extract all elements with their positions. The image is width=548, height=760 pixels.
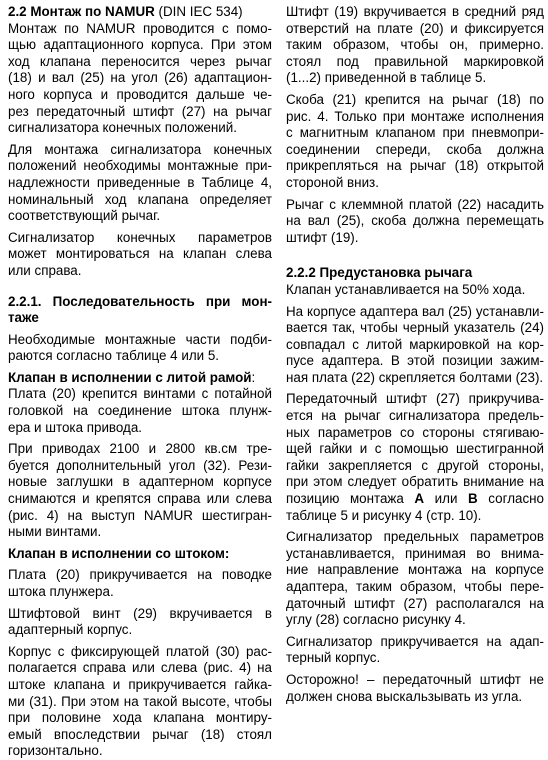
text-line: совпадал с литой маркировкой на кор- (286, 336, 544, 352)
text-line: таже (8, 310, 39, 326)
inline-text: : (251, 369, 256, 385)
text-line (8, 370, 272, 387)
text-line: Плата (20) крепится винтами с потайной (8, 386, 272, 402)
text-line: ние направление монтажа на корпусе (286, 562, 544, 578)
text-line: гайки закрепляется с другой стороны, (286, 457, 544, 473)
text-line: Для монтажа сигнализатора конечных (8, 141, 272, 157)
text-line: ера и штока привода. (8, 419, 143, 435)
paragraph-housing-plate (8, 644, 272, 760)
text-line: штоке клапана и прикручивается гайка- (8, 676, 272, 692)
inline-text: позицию монтажа (286, 491, 415, 507)
bold-text: Клапан в исполнении с литой рамой (8, 369, 252, 385)
text-line: даточный штифт (27) располагался на (286, 595, 544, 611)
text-line: с магнитным клапаном при пневмопри- (286, 125, 544, 141)
text-line: 2.2.1. Последовательность при мон- (8, 293, 272, 309)
text-line: Плата (20) прикручивается на поводке (8, 567, 272, 583)
paragraph-transfer-pin (286, 391, 544, 524)
text-line: рез передаточный штифт (27) на рычаг (8, 103, 272, 119)
text-line: пусе адаптера. В этой позиции зажим- (286, 353, 544, 369)
text-line: таким образом, чтобы он, примерно. (286, 37, 544, 53)
text-line: щей гайки и с помощью шестигранной (286, 441, 544, 457)
text-line: (рис. 4) на выступ NAMUR шестигран- (8, 507, 272, 523)
text-line: штифт (19). (286, 229, 359, 245)
paragraph-limit-signaler (286, 529, 544, 629)
text-line: Корпус с фиксирующей платой (30) рас- (8, 643, 272, 659)
text-line: раются согласно таблице 4 или 5. (8, 348, 219, 364)
text-line: рис. 4. Только при монтаже исполнения (286, 108, 544, 124)
text-line: таблице 5 и рисунку 4 (стр. 10). (286, 507, 482, 523)
text-line: должен снова выскальзывать из угла. (286, 688, 523, 704)
text-line: Сигнализатор предельных параметров (286, 529, 544, 545)
paragraph-spacer (286, 246, 544, 260)
paragraph-caution (286, 672, 544, 705)
text-line: или справа. (8, 262, 82, 278)
paragraph-bracket (286, 92, 544, 192)
text-line: Скоба (21) крепится на рычаг (18) по (286, 91, 544, 107)
text-line: емый впоследствии рычаг (18) стоял (8, 726, 272, 742)
text-line: стороной вниз. (286, 174, 379, 190)
bold-text: A (414, 491, 425, 507)
text-line: Сигнализатор прикручивается на адап- (286, 633, 544, 649)
section-2-2-2-heading (286, 265, 544, 282)
text-line: Клапан в исполнении со штоком: (8, 545, 230, 561)
text-line: стоял под правильной маркировкой (286, 53, 544, 69)
cast-frame-heading (8, 370, 272, 387)
section-2-2-heading (8, 4, 272, 21)
text-line: ного корпуса и проводится дальше че- (8, 86, 272, 102)
text-line: При приводах 2100 и 2800 кв.см тре- (8, 441, 272, 457)
text-line: Сигнализатор конечных параметров (8, 229, 272, 245)
paragraph-screw-to-housing (286, 634, 544, 667)
text-line: номинальный ход клапана определяет (8, 191, 272, 207)
text-line: Монтаж по NAMUR проводится с помо- (8, 20, 272, 36)
paragraph-plate-plunger (8, 567, 272, 600)
text-line: Передаточный штифт (27) прикручива- (286, 391, 544, 407)
text-line: Штифт (19) вкручивается в средний ряд (286, 4, 544, 19)
paragraph-plate-screws (8, 386, 272, 436)
inline-text: или (424, 491, 469, 507)
text-line: Рычаг с клеммной платой (22) насадить (286, 196, 544, 212)
right-column (286, 4, 544, 705)
text-line: ход клапана переносится через рычаг (8, 53, 272, 69)
text-line: горизонтально. (8, 743, 103, 759)
text-line: На корпусе адаптера вал (25) устанавли- (286, 303, 544, 319)
text-line: устанавливается, принимая во внима- (286, 545, 544, 561)
text-line: Клапан устанавливается на 50% хода. (286, 281, 526, 297)
text-line: Штифтовой винт (29) вкручивается в (8, 605, 272, 621)
text-line: вается так, чтобы черный указатель (24) (286, 320, 544, 336)
inline-text: (DIN IEC 534) (154, 4, 243, 19)
text-line: адаптерный корпус. (8, 622, 133, 638)
text-line: полагается справа или слева (рис. 4) на (8, 660, 272, 676)
text-line: Необходимые монтажные части подби- (8, 331, 272, 347)
section-2-2-1-heading (8, 294, 272, 327)
left-column (8, 4, 272, 760)
paragraph-lever-clamp (286, 197, 544, 247)
paragraph-required-parts (8, 332, 272, 365)
text-line: может монтироваться на клапан слева (8, 246, 272, 262)
paragraph-actuators (8, 441, 272, 541)
paragraph-shaft-pointer (286, 304, 544, 387)
text-line: ется на рычаг сигнализатора предель- (286, 408, 544, 424)
paragraph-namur-intro (8, 21, 272, 137)
text-line: терный корпус. (286, 650, 381, 666)
inline-text: согласно (477, 491, 544, 507)
paragraph-pin-19 (286, 4, 544, 87)
rod-version-heading (8, 546, 272, 563)
text-line: соответствующий рычаг. (8, 208, 161, 224)
text-line: сигнализатора конечных положений. (8, 120, 237, 136)
text-line: ных параметров со стороны стягиваю- (286, 424, 544, 440)
paragraph-pin-screw (8, 606, 272, 639)
text-line: снимаются и крепятся справа или слева (8, 491, 272, 507)
text-line: головкой на соединение штока плунж- (8, 403, 272, 419)
text-line: на вал (25), скоба должна перемещать (286, 213, 544, 229)
paragraph-spacer (8, 280, 272, 294)
text-line: щью адаптационного корпуса. При этом (8, 37, 272, 53)
text-line: надлежности приведенные в Таблице 4, (8, 174, 272, 190)
text-line: новые заглушки в адаптерном корпусе (8, 474, 272, 490)
text-line (8, 4, 272, 21)
text-line: ными винтами. (8, 524, 102, 540)
text-line: при половине хода клапана монтиру- (8, 710, 272, 726)
text-line: углу (28) согласно рисунку 4. (286, 612, 466, 628)
text-line: при этом следует обратить внимание на (286, 474, 544, 490)
text-line: буется дополнительный угол (32). Рези- (8, 457, 272, 473)
paragraph-half-stroke (286, 282, 544, 299)
text-line: прикрепляться на рычаг (18) открытой (286, 158, 544, 174)
text-line: отверстий на плате (20) и фиксируется (286, 20, 544, 36)
text-line: ми (31). При этом на такой высоте, чтобы (8, 693, 272, 709)
paragraph-mount-side (8, 230, 272, 280)
text-line: соединении спереди, скоба должна (286, 141, 544, 157)
text-line: Осторожно! – передаточный штифт не (286, 671, 544, 687)
text-line: штока плунжера. (8, 584, 114, 599)
text-line: (18) и вал (25) на угол (26) адаптацион- (8, 70, 272, 86)
bold-text: 2.2 Монтаж по NAMUR (8, 4, 155, 19)
text-line: (1...2) приведенной в таблице 5. (286, 70, 487, 86)
text-line: ная плата (22) скрепляется болтами (23). (286, 369, 544, 385)
text-line (286, 491, 544, 508)
text-line: положений необходимы монтажные при- (8, 158, 272, 174)
bold-text: B (468, 491, 478, 507)
text-line: адаптера, таким образом, чтобы пере- (286, 579, 544, 594)
text-line: 2.2.2 Предустановка рычага (286, 265, 473, 281)
paragraph-accessories (8, 142, 272, 225)
